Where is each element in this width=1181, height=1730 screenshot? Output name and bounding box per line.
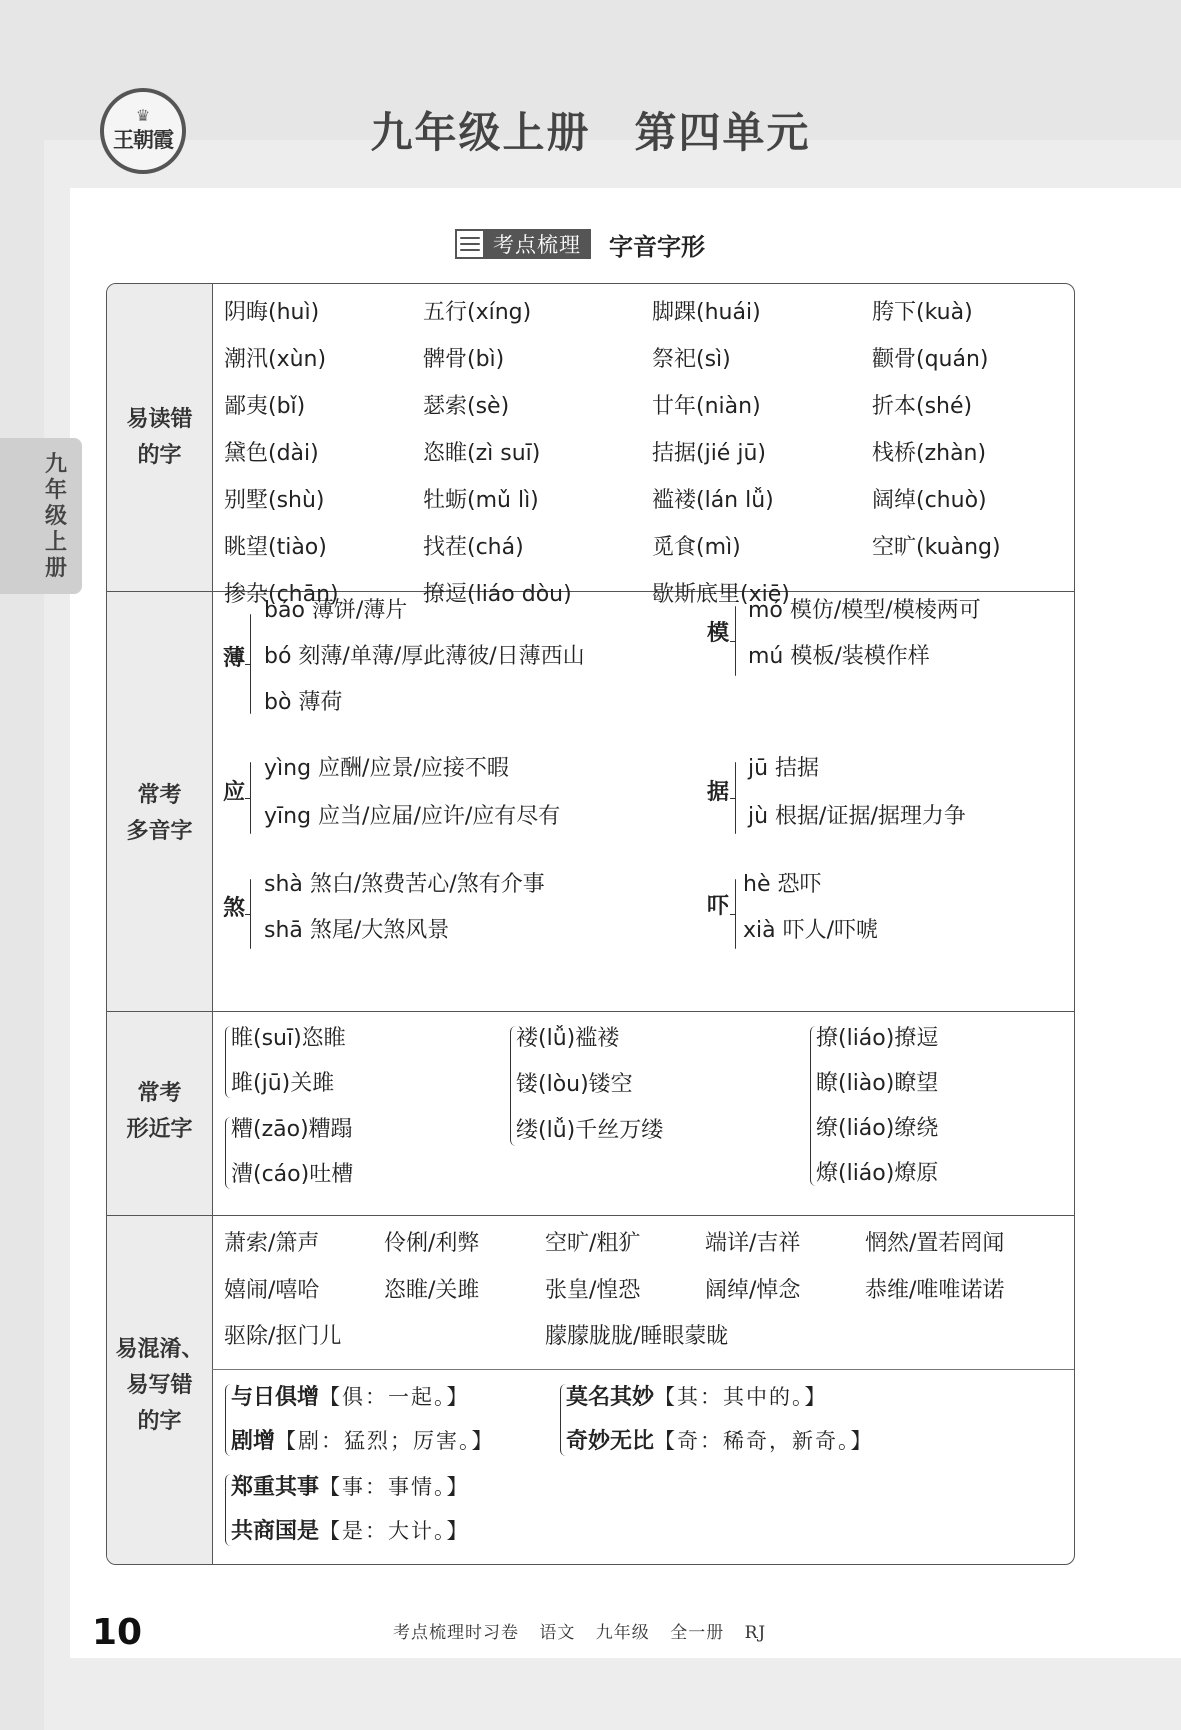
brace	[250, 762, 251, 834]
misread-word: 颧骨(quán)	[872, 347, 989, 372]
confusable-word: 萧索/箫声	[224, 1231, 320, 1256]
category-line: 的字	[137, 443, 182, 468]
misread-word: 别墅(shù)	[224, 488, 325, 513]
poly-char-sha: 煞	[223, 896, 246, 921]
section-title: 字音字形	[609, 232, 705, 261]
similar-char: 漕(cáo)吐槽	[231, 1162, 354, 1187]
misread-word: 褴褛(lán lǚ)	[652, 488, 774, 513]
poly-char-mo: 模	[707, 621, 730, 646]
phrase-meaning: 【剧：猛烈；厉害。】	[275, 1429, 495, 1453]
side-tab-label: 九年级上册	[44, 452, 67, 581]
section-heading	[455, 227, 705, 261]
category-r3	[107, 1076, 212, 1148]
section-badge	[455, 229, 591, 259]
row-divider	[107, 1215, 1074, 1216]
phrase-meaning: 【俱：一起。】	[319, 1385, 470, 1409]
poly-line: yīng 应当/应届/应许/应有尽有	[264, 804, 561, 829]
misread-word: 歇斯底里(xiē)	[652, 582, 790, 607]
similar-char: 瞭(liào)瞭望	[816, 1071, 939, 1096]
sub-divider	[212, 1369, 1074, 1370]
page-number: 10	[92, 1612, 143, 1653]
row-divider	[107, 1011, 1074, 1012]
misread-word: 恣睢(zì suī)	[423, 441, 541, 466]
phrase-meaning: 【其：其中的。】	[654, 1385, 828, 1409]
phrase-item	[231, 1516, 470, 1547]
poly-line: hè 恐吓	[743, 872, 822, 897]
category-line: 常考	[137, 1081, 182, 1106]
confusable-word: 阔绰/悼念	[705, 1278, 801, 1303]
category-line: 形近字	[126, 1117, 193, 1142]
misread-word: 脚踝(huái)	[652, 300, 761, 325]
poly-line: yìng 应酬/应景/应接不暇	[264, 756, 509, 781]
misread-word: 拮据(jié jū)	[652, 441, 766, 466]
poly-line: jū 拮据	[748, 756, 820, 781]
category-r1	[107, 402, 212, 474]
phrase-item	[566, 1382, 828, 1413]
vocab-table	[106, 283, 1075, 1565]
misread-word: 折本(shé)	[872, 394, 973, 419]
category-line: 的字	[137, 1409, 182, 1434]
phrase: 奇妙无比	[566, 1429, 655, 1454]
brace	[250, 614, 251, 714]
confusable-word: 嬉闹/嘻哈	[224, 1278, 320, 1303]
similar-char: 雎(jū)关雎	[231, 1071, 335, 1096]
misread-word: 牡蛎(mǔ lì)	[423, 488, 539, 513]
brace	[735, 879, 736, 949]
phrase: 共商国是	[231, 1519, 320, 1544]
misread-word: 阴晦(huì)	[224, 300, 320, 325]
poly-line: jù 根据/证据/据理力争	[748, 804, 966, 829]
phrase-item	[231, 1472, 470, 1503]
poly-line: bó 刻薄/单薄/厚此薄彼/日薄西山	[264, 644, 585, 669]
title-unit: 第四单元	[634, 108, 811, 157]
poly-char-xia: 吓	[707, 894, 730, 919]
title-grade: 九年级上册	[370, 108, 591, 157]
wave-icon	[455, 229, 485, 259]
misread-word: 五行(xíng)	[423, 300, 532, 325]
crown-icon: ♛	[135, 106, 151, 125]
similar-char: 褛(lǚ)褴褛	[516, 1026, 620, 1051]
misread-word: 祭祀(sì)	[652, 347, 731, 372]
misread-word: 栈桥(zhàn)	[872, 441, 987, 466]
section-badge-label: 考点梳理	[493, 233, 581, 257]
misread-word: 掺杂(chān)	[224, 582, 339, 607]
phrase-item	[231, 1382, 470, 1413]
poly-line: shà 煞白/煞费苦心/煞有介事	[264, 872, 545, 897]
misread-word: 瑟索(sè)	[423, 394, 510, 419]
phrase-item	[566, 1426, 874, 1457]
poly-line: shā 煞尾/大煞风景	[264, 918, 450, 943]
brace	[250, 879, 251, 949]
category-line: 常考	[137, 783, 182, 808]
confusable-word: 伶俐/利弊	[384, 1231, 480, 1256]
category-r2	[107, 778, 212, 850]
poly-line: mó 模仿/模型/模棱两可	[748, 598, 981, 623]
similar-char: 睢(suī)恣睢	[231, 1026, 346, 1051]
poly-line: mú 模板/装模作样	[748, 644, 930, 669]
misread-word: 眺望(tiào)	[224, 535, 327, 560]
confusable-word: 朦朦胧胧/睡眼蒙眬	[545, 1324, 729, 1349]
confusable-word: 驱除/抠门儿	[224, 1324, 342, 1349]
misread-word: 撩逗(liáo dòu)	[423, 582, 572, 607]
misread-word: 廿年(niàn)	[652, 394, 761, 419]
misread-word: 空旷(kuàng)	[872, 535, 1001, 560]
misread-word: 鄙夷(bǐ)	[224, 394, 306, 419]
category-r4	[107, 1332, 212, 1440]
confusable-word: 恣睢/关雎	[384, 1278, 480, 1303]
phrase: 剧增	[231, 1429, 276, 1454]
poly-char-ju: 据	[707, 780, 730, 805]
phrase: 与日俱增	[231, 1385, 320, 1410]
misread-word: 觅食(mì)	[652, 535, 741, 560]
misread-word: 胯下(kuà)	[872, 300, 973, 325]
category-line: 易写错	[126, 1373, 193, 1398]
confusable-word: 恭维/唯唯诺诺	[865, 1278, 1005, 1303]
category-line: 易混淆、	[115, 1337, 204, 1362]
phrase-meaning: 【奇：稀奇，新奇。】	[654, 1429, 874, 1453]
phrase: 莫名其妙	[566, 1385, 655, 1410]
poly-line: bò 薄荷	[264, 690, 343, 715]
phrase-item	[231, 1426, 495, 1457]
similar-char: 缭(liáo)缭绕	[816, 1116, 939, 1141]
poly-char-ying: 应	[223, 780, 246, 805]
brace	[735, 762, 736, 834]
brace	[735, 606, 736, 676]
logo-text: 王朝霞	[113, 127, 173, 152]
phrase: 郑重其事	[231, 1475, 320, 1500]
similar-char: 糟(zāo)糟蹋	[231, 1117, 353, 1142]
confusable-word: 端详/吉祥	[705, 1231, 801, 1256]
confusable-word: 惘然/置若罔闻	[865, 1231, 1005, 1256]
poly-line: xià 吓人/吓唬	[743, 918, 879, 943]
misread-word: 找茬(chá)	[423, 535, 524, 560]
footer-info: 考点梳理时习卷 语文 九年级 全一册 RJ	[393, 1623, 767, 1643]
similar-char: 燎(liáo)燎原	[816, 1161, 939, 1186]
poly-line: báo 薄饼/薄片	[264, 598, 408, 623]
confusable-word: 空旷/粗犷	[545, 1231, 641, 1256]
similar-char: 撩(liáo)撩逗	[816, 1026, 939, 1051]
misread-word: 髀骨(bì)	[423, 347, 505, 372]
side-tab	[0, 438, 82, 594]
page-title	[0, 100, 1181, 160]
phrase-meaning: 【是：大计。】	[319, 1519, 470, 1543]
misread-word: 潮汛(xùn)	[224, 347, 327, 372]
confusable-word: 张皇/惶恐	[545, 1278, 641, 1303]
category-line: 多音字	[126, 819, 193, 844]
similar-char: 缕(lǚ)千丝万缕	[516, 1118, 664, 1143]
phrase-meaning: 【事：事情。】	[319, 1475, 470, 1499]
misread-word: 黛色(dài)	[224, 441, 319, 466]
category-line: 易读错	[126, 407, 193, 432]
misread-word: 阔绰(chuò)	[872, 488, 987, 513]
similar-char: 镂(lòu)镂空	[516, 1072, 633, 1097]
poly-char-bao: 薄	[223, 646, 246, 671]
